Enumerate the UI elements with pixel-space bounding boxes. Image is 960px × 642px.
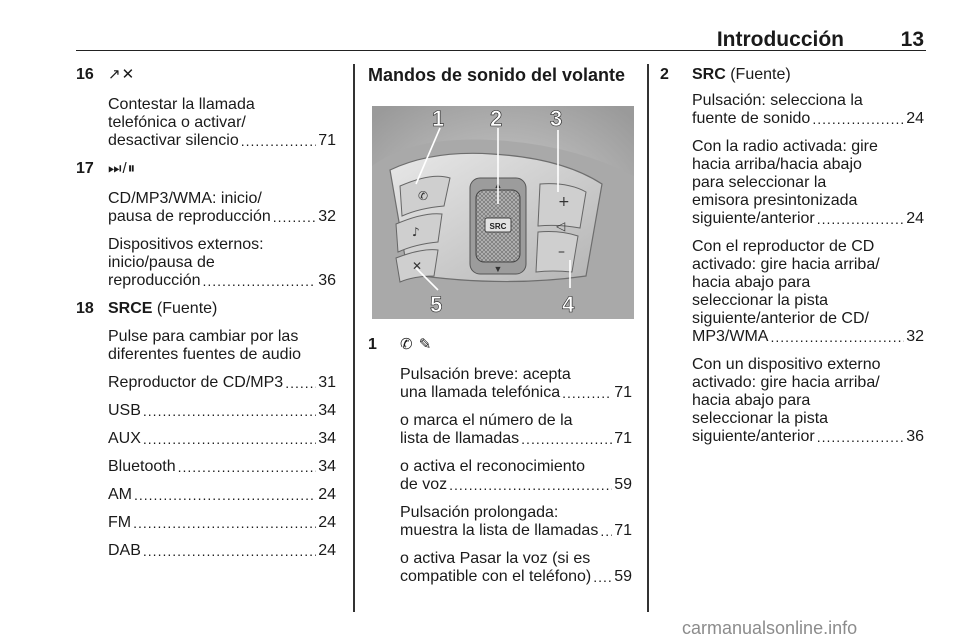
text-line: Con un dispositivo externo [692,356,881,373]
middle-column [368,66,632,596]
text-line: telefónica o activar/ [108,114,246,131]
phone-mute-icon: ↗︎✕ [108,66,136,83]
entry-number: 16 [76,66,94,83]
entry-number: 17 [76,160,94,177]
page-reference[interactable]: una llamada telefónica ..... 71 [400,384,632,402]
callout-3: 3 [550,106,563,131]
svg-text:▼: ▼ [493,264,503,274]
text-line: hacia abajo para [692,274,811,291]
entry-number: 2 [660,66,669,83]
play-pause-icon: ⏭/⏸ [108,160,137,177]
right-column [660,66,924,456]
phone-voice-icon: ✆ ✎ [400,336,433,353]
volume-down-icon: – [558,244,565,260]
source-item[interactable]: AUX ..... 34 [108,430,336,448]
text-line: Pulse para cambiar por las [108,328,299,345]
speaker-icon: ◁ [556,219,566,233]
key-label: SRC [692,66,726,83]
svg-text:▲: ▲ [493,180,503,190]
source-item[interactable]: Reproductor de CD/MP3 ..... 31 [108,374,336,392]
text-line: activado: gire hacia arriba/ [692,256,880,273]
source-item[interactable]: AM ..... 24 [108,486,336,504]
text-line: Con la radio activada: gire [692,138,878,155]
page-reference[interactable]: pausa de reproducción ..... 32 [108,208,336,226]
page-header [76,0,926,51]
text-line: diferentes fuentes de audio [108,346,302,363]
text-line: hacia abajo para [692,392,811,409]
column-divider [353,64,355,612]
hangup-icon: ✕ [412,259,423,273]
callout-4: 4 [562,292,575,317]
text-line: Pulsación breve: acepta [400,366,571,383]
text-line: Contestar la llamada [108,96,255,113]
column-divider [647,64,649,612]
page-reference[interactable]: muestra la lista de llamadas ..... 71 [400,522,632,540]
steering-wheel-controls-figure [372,106,634,319]
page-reference[interactable]: siguiente/anterior ..... 36 [692,428,924,446]
page-reference[interactable]: fuente de sonido ..... 24 [692,110,924,128]
text-line: seleccionar la pista [692,410,829,427]
entry-16 [76,66,336,150]
page-reference[interactable]: reproducción ..... 36 [108,272,336,290]
entry-2: 2 SRC (Fuente) Pulsación: selecciona la fuente de sonido ..... 24 Con la radio activada: gire hacia arriba/hacia abajo para seleccionar la emisora presintonizada siguiente/anterior ..... 24 Con el reproductor de CD activado: gire hacia arriba/ hacia abajo para seleccionar la pista siguiente/anterior de CD/ MP3/WMA ..... 32 Con un dispositivo externo activado: gire hacia arriba/ hacia abajo para seleccionar la pista siguiente/anterior ..... 36 [660,66,924,446]
callout-5: 5 [430,292,443,317]
text-line: Dispositivos externos: [108,236,264,253]
page-reference[interactable]: compatible con el teléfono) ..... 59 [400,568,632,586]
text-line: para seleccionar la [692,174,827,191]
text-line: o activa Pasar la voz (si es [400,550,591,567]
section-title: Mandos de sonido del volante [368,65,626,85]
watermark: carmanualsonline.info [682,618,858,638]
voice-icon: ♪ [412,225,420,239]
phone-icon: ✆ [418,189,429,203]
key-label: SRCE [108,300,153,317]
callout-2: 2 [490,106,503,131]
source-item[interactable]: FM ..... 24 [108,514,336,532]
text-line: emisora presintonizada [692,192,858,209]
text-line: Con el reproductor de CD [692,238,875,255]
page-reference[interactable]: desactivar silencio ..... 71 [108,132,336,150]
text-line: CD/MP3/WMA: inicio/ [108,190,262,207]
text-line: inicio/pausa de [108,254,215,271]
text-line: hacia arriba/hacia abajo [692,156,862,173]
source-item[interactable]: DAB ..... 24 [108,542,336,560]
callout-1: 1 [432,106,445,131]
page-title: Introducción [716,28,844,51]
text-line: o activa el reconocimiento [400,458,585,475]
page-reference[interactable]: MP3/WMA ..... 32 [692,328,924,346]
entry-17 [76,160,336,290]
left-column [76,66,336,570]
entry-number: 18 [76,300,94,317]
page-reference[interactable]: de voz ..... 59 [400,476,632,494]
page-number: 13 [900,28,924,51]
src-label: SRC [489,222,507,231]
text-line: seleccionar la pista [692,292,829,309]
page-reference[interactable]: siguiente/anterior ..... 24 [692,210,924,228]
entry-18: 18 SRCE (Fuente) Pulse para cambiar por las diferentes fuentes de audio Reproductor de CD/MP3 ..... 31 USB ..... 34 AUX ..... 34 Bluetooth ..... 34 AM ..... 24 FM ..... 24 DAB ..... 24 [76,300,336,560]
source-item[interactable]: Bluetooth ..... 34 [108,458,336,476]
volume-up-icon: + [558,194,570,210]
entry-1 [368,336,632,586]
text-line: Pulsación prolongada: [400,504,559,521]
page-reference[interactable]: lista de llamadas ..... 71 [400,430,632,448]
text-line: activado: gire hacia arriba/ [692,374,880,391]
text-line: o marca el número de la [400,412,573,429]
source-item[interactable]: USB ..... 34 [108,402,336,420]
text-line: Pulsación: selecciona la [692,92,863,109]
entry-number: 1 [368,336,377,353]
text-line: siguiente/anterior de CD/ [692,310,869,327]
